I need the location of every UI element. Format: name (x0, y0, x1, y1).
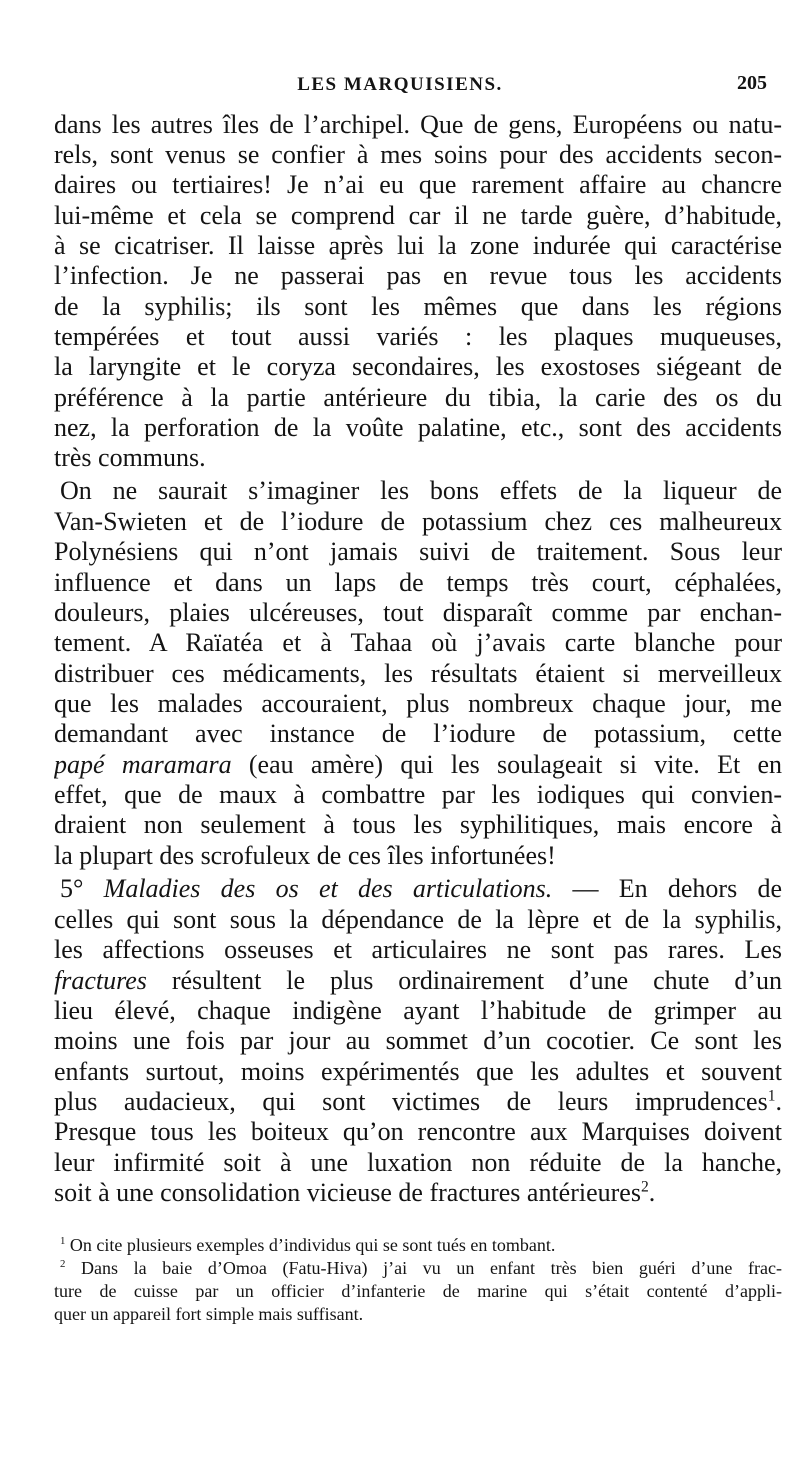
body-line: soit à une consolidation vicieuse de fractures antérieures$^2$. (54, 1178, 656, 1207)
footnote-ref: 1 (767, 1087, 776, 1105)
body-line: tempérées et tout aussi variés : les plaques muqueuses, (54, 322, 782, 351)
footnote-line: ture de cuisse par un officier d’infanterie de marine qui s’était contenté d’appli- (54, 1281, 782, 1301)
footnote-ref: 2 (640, 1178, 649, 1196)
footnote: $^1$ On cite plusieurs exemples d’individus qui se sont tués en tombant. (60, 1235, 556, 1255)
section-heading-line: 5° Maladies des os et des articulations. — En dehors de (60, 874, 782, 903)
body-line: papé maramara (eau amère) qui les soulageait si vite. Et en (54, 750, 782, 779)
body-line: influence et dans un laps de temps très court, céphalées, (54, 568, 782, 597)
body-line: que les malades accouraient, plus nombreux chaque jour, me (54, 689, 782, 718)
body-line: moins une fois par jour au sommet d’un cocotier. Ce sont les (54, 1026, 782, 1055)
body-line: celles qui sont sous la dépendance de la lèpre et de la syphilis, (54, 905, 782, 934)
body-line: enfants surtout, moins expérimentés que les adultes et souvent (54, 1057, 782, 1086)
page-number: 205 (737, 72, 767, 94)
body-line: demandant avec instance de l’iodure de potassium, cette (54, 719, 782, 748)
section-number: 5° (60, 874, 84, 903)
body-line: douleurs, plaies ulcéreuses, tout disparaît comme par enchan- (54, 598, 782, 627)
body-line: nez, la perforation de la voûte palatine, etc., sont des accidents (54, 413, 782, 442)
body-line: fractures résultent le plus ordinairement d’une chute d’un (54, 966, 782, 995)
body-line: la laryngite et le coryza secondaires, les exostoses siégeant de (54, 352, 782, 381)
footnote-line: quer un appareil fort simple mais suffisant. (54, 1304, 364, 1324)
body-line: rels, sont venus se confier à mes soins pour des accidents secon- (54, 140, 782, 169)
body-line: distribuer ces médicaments, les résultats étaient si merveilleux (54, 659, 782, 688)
body-line: dans les autres îles de l’archipel. Que de gens, Européens ou natu- (54, 110, 782, 139)
body-line: Van-Swieten et de l’iodure de potassium chez ces malheureux (54, 507, 782, 536)
body-line: Polynésiens qui n’ont jamais suivi de traitement. Sous leur (54, 537, 782, 566)
footnote: $^2$ Dans la baie d’Omoa (Fatu-Hiva) j’ai vu un enfant très bien guéri d’une frac- (60, 1258, 782, 1278)
body-line: l’infection. Je ne passerai pas en revue tous les accidents (54, 261, 782, 290)
body-line: la plupart des scrofuleux de ces îles infortunées! (54, 841, 556, 870)
italic-term: papé maramara (54, 750, 232, 779)
footnote-marker: 2 (60, 1258, 66, 1270)
body-line: plus audacieux, qui sont victimes de leurs imprudences$^1$. (54, 1087, 782, 1116)
italic-term: fractures (54, 966, 147, 995)
running-title: LES MARQUISIENS. (297, 74, 503, 95)
body-line: effet, que de maux à combattre par les iodiques qui convien- (54, 780, 782, 809)
footnote-marker: 1 (60, 1235, 66, 1247)
body-line: à se cicatriser. Il laisse après lui la zone indurée qui caractérise (54, 231, 782, 260)
body-line: Presque tous les boiteux qu’on rencontre aux Marquises doivent (54, 1117, 782, 1146)
body-line: les affections osseuses et articulaires ne sont pas rares. Les (54, 935, 782, 964)
body-line: très communs. (54, 443, 206, 472)
body-line: leur infirmité soit à une luxation non réduite de la hanche, (54, 1148, 782, 1177)
body-line: préférence à la partie antérieure du tibia, la carie des os du (54, 383, 782, 412)
body-line: On ne saurait s’imaginer les bons effets de la liqueur de (60, 476, 782, 505)
body-line: tement. A Raïatéa et à Tahaa où j’avais carte blanche pour (54, 628, 782, 657)
body-line: draient non seulement à tous les syphilitiques, mais encore à (54, 810, 782, 839)
section-title: Maladies des os et des articulations. (103, 874, 553, 903)
body-line: daires ou tertiaires! Je n’ai eu que rarement affaire au chancre (54, 170, 782, 199)
body-line: de la syphilis; ils sont les mêmes que dans les régions (54, 292, 782, 321)
body-line: lui-même et cela se comprend car il ne tarde guère, d’habitude, (54, 201, 782, 230)
body-line: lieu élevé, chaque indigène ayant l’habitude de grimper au (54, 996, 782, 1025)
